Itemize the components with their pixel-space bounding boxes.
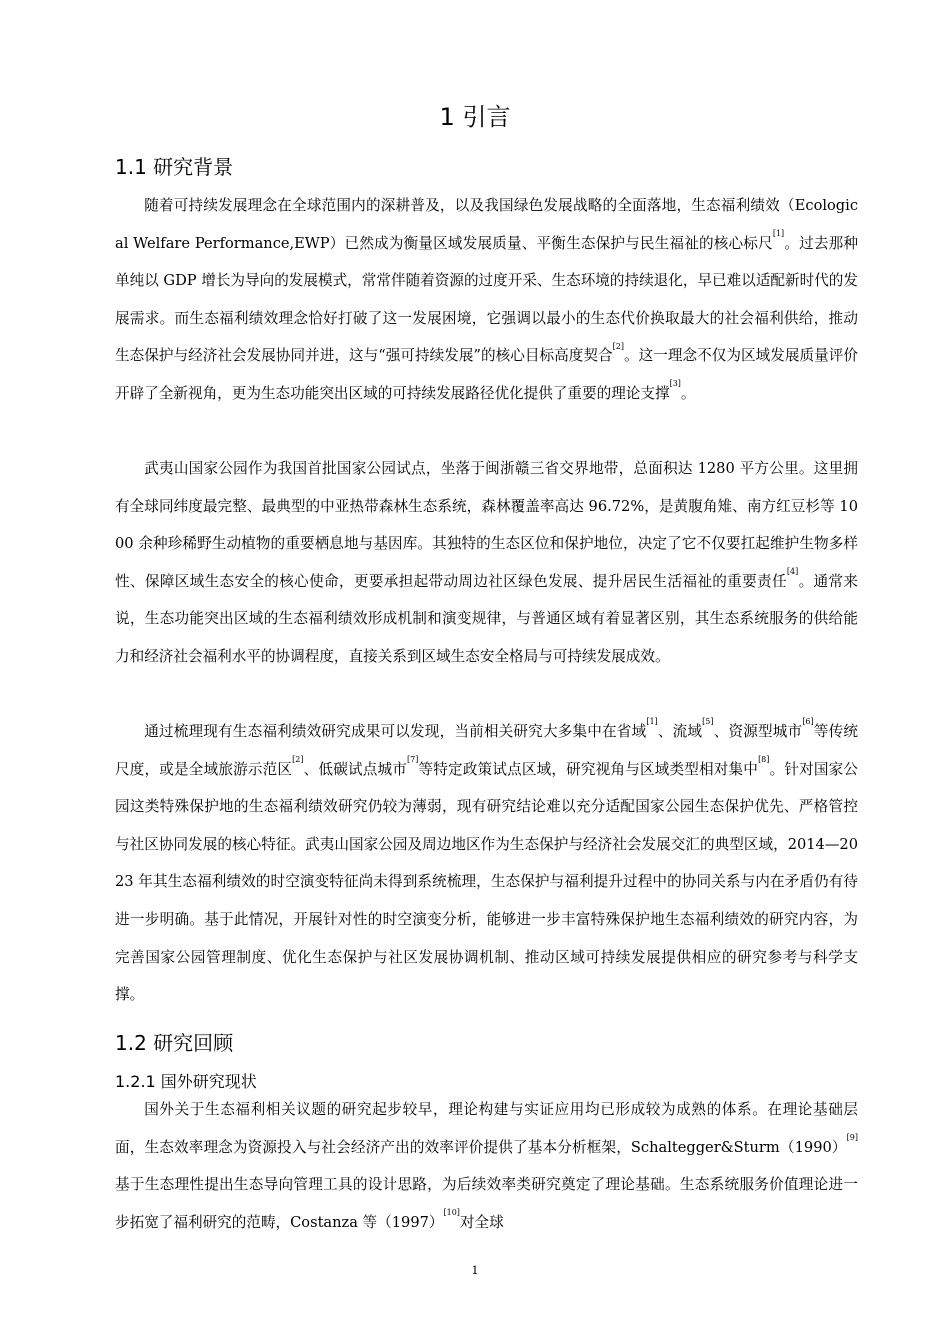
citation: [4]: [786, 566, 799, 576]
citation: [9]: [846, 1132, 858, 1142]
page-number: 1: [471, 1264, 479, 1277]
citation: [8]: [758, 754, 770, 764]
section-heading-review: 1.2 研究回顾: [115, 1031, 234, 1055]
citation: [1]: [772, 228, 785, 238]
paragraph-foreign-1: 国外关于生态福利相关议题的研究起步较早，理论构建与实证应用均已形成较为成熟的体系。在理论基础层面，生态效率理念为资源投入与社会经济产出的效率评价提供了基本分析框架，Schaltegger&Sturm（1990）[9]基于生态理性提出生态导向管理工具的设计思路，为后续效率类研究奠定了理论基础。生态系统服务价值理论进一步拓宽了福利研究的范畴，Costanza 等（1997）[10]对全球: [115, 1101, 858, 1231]
citation: [1]: [646, 717, 658, 727]
paragraph-background-2: 武夷山国家公园作为我国首批国家公园试点，坐落于闽浙赣三省交界地带，总面积达 1280 平方公里。这里拥有全球同纬度最完整、最典型的中亚热带森林生态系统，森林覆盖率高达 96.72%，是黄腹角雉、南方红豆杉等 1000 余种珍稀野生动植物的重要栖息地与基因库。其独特的生态区位和保护地位，决定了它不仅要扛起维护生物多样性、保障区域生态安全的核心使命，更要承担起带动周边社区绿色发展、提升居民生活福祉的重要责任[4]。通常来说，生态功能突出区域的生态福利绩效形成机制和演变规律，与普通区域有着显著区别，其生态系统服务的供给能力和经济社会福利水平的协调程度，直接关系到区域生态安全格局与可持续发展成效。: [115, 460, 858, 665]
citation: [2]: [612, 341, 624, 351]
paragraph-background-3: 通过梳理现有生态福利绩效研究成果可以发现，当前相关研究大多集中在省域[1]、流域[5]、资源型城市[6]等传统尺度，或是全域旅游示范区[2]、低碳试点城市[7]等特定政策试点区域，研究视角与区域类型相对集中[8]。针对国家公园这类特殊保护地的生态福利绩效研究仍较为薄弱，现有研究结论难以充分适配国家公园生态保护优先、严格管控与社区协同发展的核心特征。武夷山国家公园及周边地区作为生态保护与经济社会发展交汇的典型区域，2014—2023 年其生态福利绩效的时空演变特征尚未得到系统梳理，生态保护与福利提升过程中的协同关系与内在矛盾仍有待进一步明确。基于此情况，开展针对性的时空演变分析，能够进一步丰富特殊保护地生态福利绩效的研究内容，为完善国家公园管理制度、优化生态保护与社区发展协调机制、推动区域可持续发展提供相应的研究参考与科学支撑。: [115, 717, 858, 1004]
citation: [2]: [292, 754, 304, 764]
chapter-title: 1 引言: [439, 103, 511, 131]
paragraph-background-1: 随着可持续发展理念在全球范围内的深耕普及，以及我国绿色发展战略的全面落地，生态福利绩效（Ecological Welfare Performance,EWP）已然成为衡量区域发展质量、平衡生态保护与民生福祉的核心标尺[1]。过去那种单纯以 GDP 增长为导向的发展模式，常常伴随着资源的过度开采、生态环境的持续退化，早已难以适配新时代的发展需求。而生态福利绩效理念恰好打破了这一发展困境，它强调以最小的生态代价换取最大的社会福利供给，推动生态保护与经济社会发展协同并进，这与“强可持续发展”的核心目标高度契合[2]。这一理念不仅为区域发展质量评价开辟了全新视角，更为生态功能突出区域的可持续发展路径优化提供了重要的理论支撑[3]。: [115, 197, 858, 402]
section-heading-background: 1.1 研究背景: [115, 155, 234, 179]
citation: [10]: [443, 1207, 460, 1217]
citation: [6]: [802, 717, 814, 727]
citation: [7]: [407, 754, 419, 764]
citation: [3]: [669, 379, 681, 389]
subsection-heading-foreign: 1.2.1 国外研究现状: [115, 1072, 257, 1091]
citation: [5]: [702, 717, 714, 727]
